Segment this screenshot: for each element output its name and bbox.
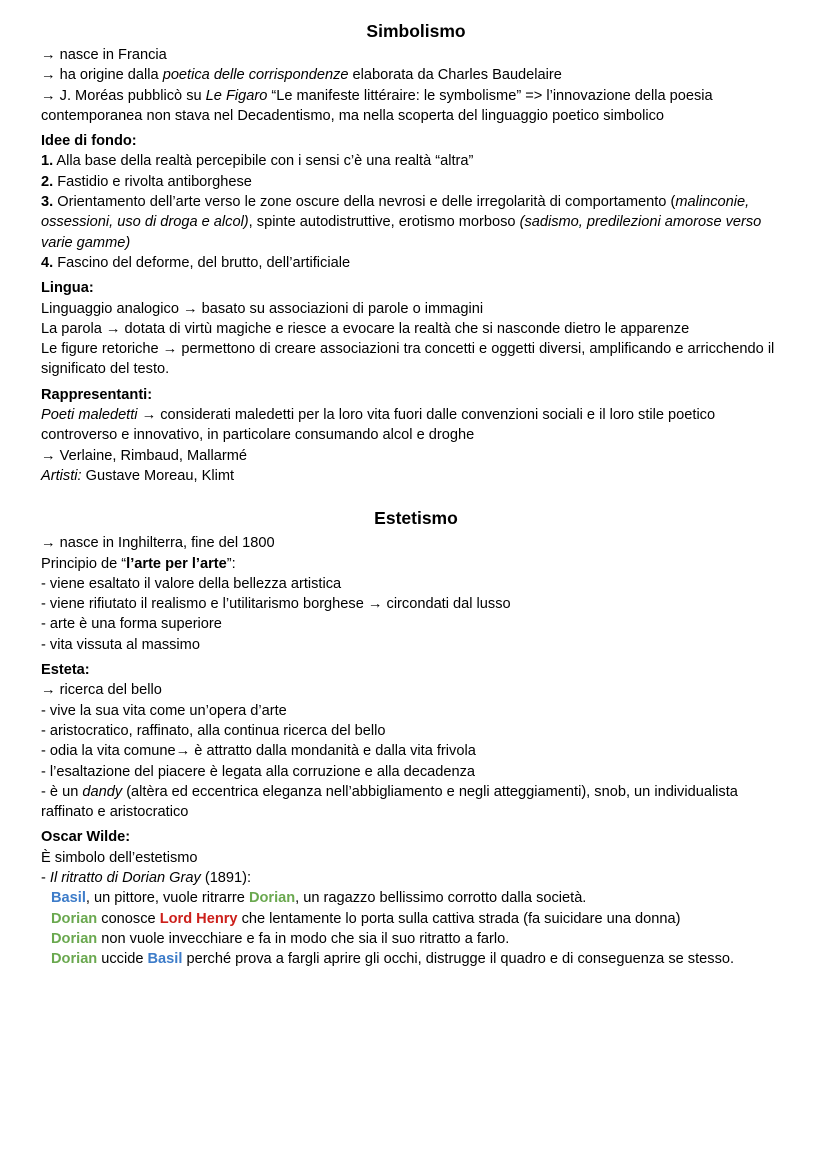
poeti-names: → Verlaine, Rimbaud, Mallarmé bbox=[41, 447, 248, 464]
poeti-maledetti: Poeti maledetti → considerati maledetti per la loro vita fuori dalle convenzioni sociali e il loro stile poetico controverso e innovativo, in particolare consumando alcol e droghe bbox=[41, 407, 716, 444]
heading-rappresentanti: Rappresentanti: bbox=[41, 386, 153, 403]
heading-esteta: Esteta: bbox=[41, 662, 90, 679]
wilde-intro: È simbolo dell’estetismo bbox=[41, 849, 198, 866]
esteta-item: - odia la vita comune→ è attratto dalla mondanità e dalla vita frivola bbox=[41, 743, 476, 760]
esteta-item: → ricerca del bello bbox=[41, 682, 162, 699]
plot-line-2: Dorian conosce Lord Henry che lentamente lo porta sulla cattiva strada (fa suicidare una donna) bbox=[51, 910, 681, 927]
principio-item: - viene esaltato il valore della bellezza artistica bbox=[41, 575, 342, 592]
title-simbolismo: Simbolismo bbox=[366, 21, 466, 41]
principio: Principio de “l’arte per l’arte”: bbox=[41, 555, 236, 572]
principio-item: - viene rifiutato il realismo e l’utilitarismo borghese → circondati dal lusso bbox=[41, 596, 511, 613]
principio-item: - arte è una forma superiore bbox=[41, 616, 222, 633]
heading-oscar-wilde: Oscar Wilde: bbox=[41, 829, 131, 846]
idea-1: 1. Alla base della realtà percepibile con i sensi c’è una realtà “altra” bbox=[41, 153, 474, 170]
idea-2: 2. Fastidio e rivolta antiborghese bbox=[41, 173, 252, 190]
plot-line-4: Dorian uccide Basil perché prova a fargli aprire gli occhi, distrugge il quadro e di conseguenza se stesso. bbox=[51, 951, 735, 968]
esteta-item: - l’esaltazione del piacere è legata alla corruzione e alla decadenza bbox=[41, 763, 476, 780]
title-estetismo: Estetismo bbox=[374, 508, 458, 529]
esteta-item: - vive la sua vita come un’opera d’arte bbox=[41, 702, 287, 719]
simb-intro-3: → J. Moréas pubblicò su Le Figaro “Le manifeste littéraire: le symbolisme” => l’innovazione della poesia contemporanea non stava nel Decadentismo, ma nella scoperta del linguaggio poetico simbolico bbox=[41, 87, 713, 124]
esteta-dandy: - è un dandy (altèra ed eccentrica eleganza nell’abbigliamento e negli atteggiamenti), snob, un individualista raffinato e aristocratico bbox=[41, 783, 738, 821]
heading-lingua: Lingua: bbox=[41, 280, 94, 297]
lingua-1: Linguaggio analogico → basato su associazioni di parole o immagini bbox=[41, 300, 484, 317]
document-page bbox=[41, 20, 791, 969]
artisti: Artisti: Gustave Moreau, Klimt bbox=[41, 467, 235, 484]
lingua-2: La parola → dotata di virtù magiche e riesce a evocare la realtà che si nasconde dietro le apparenze bbox=[41, 320, 690, 337]
plot-line-3: Dorian non vuole invecchiare e fa in modo che sia il suo ritratto a farlo. bbox=[51, 930, 510, 947]
esteta-item: - aristocratico, raffinato, alla continua ricerca del bello bbox=[41, 722, 386, 739]
simb-intro-2: → ha origine dalla poetica delle corrispondenze elaborata da Charles Baudelaire bbox=[41, 67, 562, 84]
heading-idee: Idee di fondo: bbox=[41, 133, 137, 150]
idea-4: 4. Fascino del deforme, del brutto, dell’artificiale bbox=[41, 254, 351, 271]
dorian-gray-title: - Il ritratto di Dorian Gray (1891): bbox=[41, 869, 252, 886]
plot-line-1: Basil, un pittore, vuole ritrarre Dorian, un ragazzo bellissimo corrotto dalla società. bbox=[51, 890, 587, 907]
est-intro: → nasce in Inghilterra, fine del 1800 bbox=[41, 535, 275, 552]
simb-intro-1: → nasce in Francia bbox=[41, 47, 167, 63]
lingua-3: Le figure retoriche → permettono di creare associazioni tra concetti e oggetti diversi, amplificando e arricchendo il significato del testo. bbox=[41, 341, 775, 378]
principio-item: - vita vissuta al massimo bbox=[41, 636, 200, 653]
idea-3: 3. Orientamento dell’arte verso le zone oscure della nevrosi e delle irregolarità di comportamento (malinconie, ossessioni, uso di droga e alcol), spinte autodistruttive, erotismo morboso (sadismo, predilezioni amorose verso varie gamme) bbox=[41, 194, 762, 251]
